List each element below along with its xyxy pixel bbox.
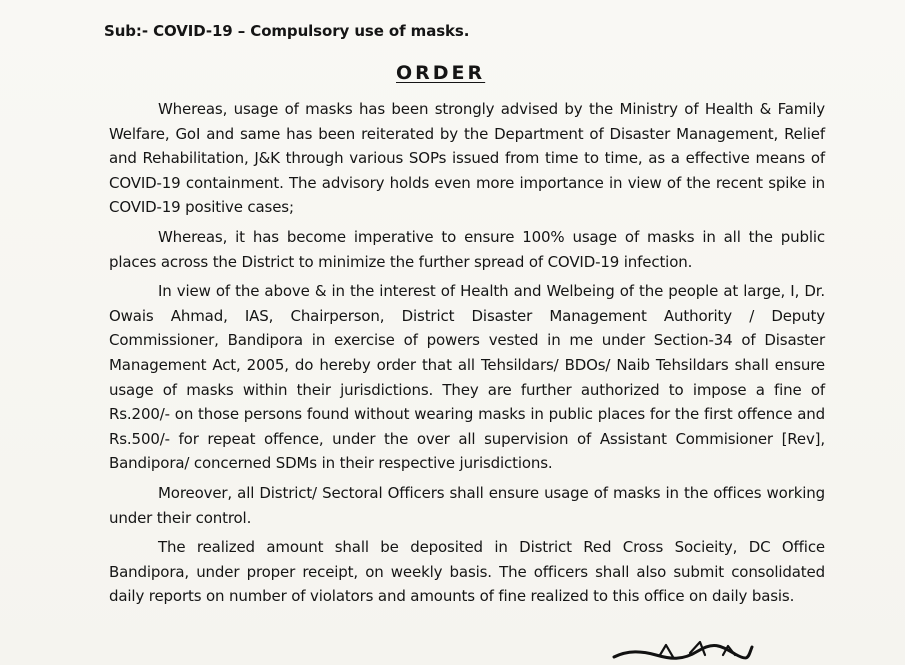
paragraph-2: Whereas, it has become imperative to ensure 100% usage of masks in all the public places across the District to minimize the further spread of COVID-19 infection. [109,227,825,271]
order-body [109,97,825,614]
paragraph-5: The realized amount shall be deposited in District Red Cross Socieity, DC Office Bandipora, under proper receipt, on weekly basis. The officers shall also submit consolidated daily reports on number of violators and amounts of fine realized to this office on daily basis. [109,538,825,606]
order-title: ORDER [396,62,486,84]
paragraph-3: In view of the above & in the interest of Health and Welbeing of the people at large, I, Dr. Owais Ahmad, IAS, Chairperson, District Disaster Management Authority / Deputy Commissioner, Bandipora in exercise of powers vested in me under Section-34 of Disaster Management Act, 2005, do hereby order that all Tehsildars/ BDOs/ Naib Tehsildars shall ensure usage of masks within their jurisdictions. They are further authorized to impose a fine of Rs.200/- on those persons found without wearing masks in public places for the first offence and Rs.500/- for repeat offence, under the over all supervision of Assistant Commisioner [Rev], Bandipora/ concerned SDMs in their respective jurisdictions. [109,282,825,473]
paragraph-4: Moreover, all District/ Sectoral Officers shall ensure usage of masks in the offices working under their control. [109,483,825,527]
signature-mark [610,637,755,665]
subject-line: Sub:- COVID-19 – Compulsory use of masks. [104,22,470,40]
paragraph-1: Whereas, usage of masks has been strongly advised by the Ministry of Health & Family Welfare, GoI and same has been reiterated by the Department of Disaster Management, Relief and Rehabilitation, J&K through various SOPs issued from time to time, as a effective means of COVID-19 containment. The advisory holds even more importance in view of the recent spike in COVID-19 positive cases; [109,100,825,217]
